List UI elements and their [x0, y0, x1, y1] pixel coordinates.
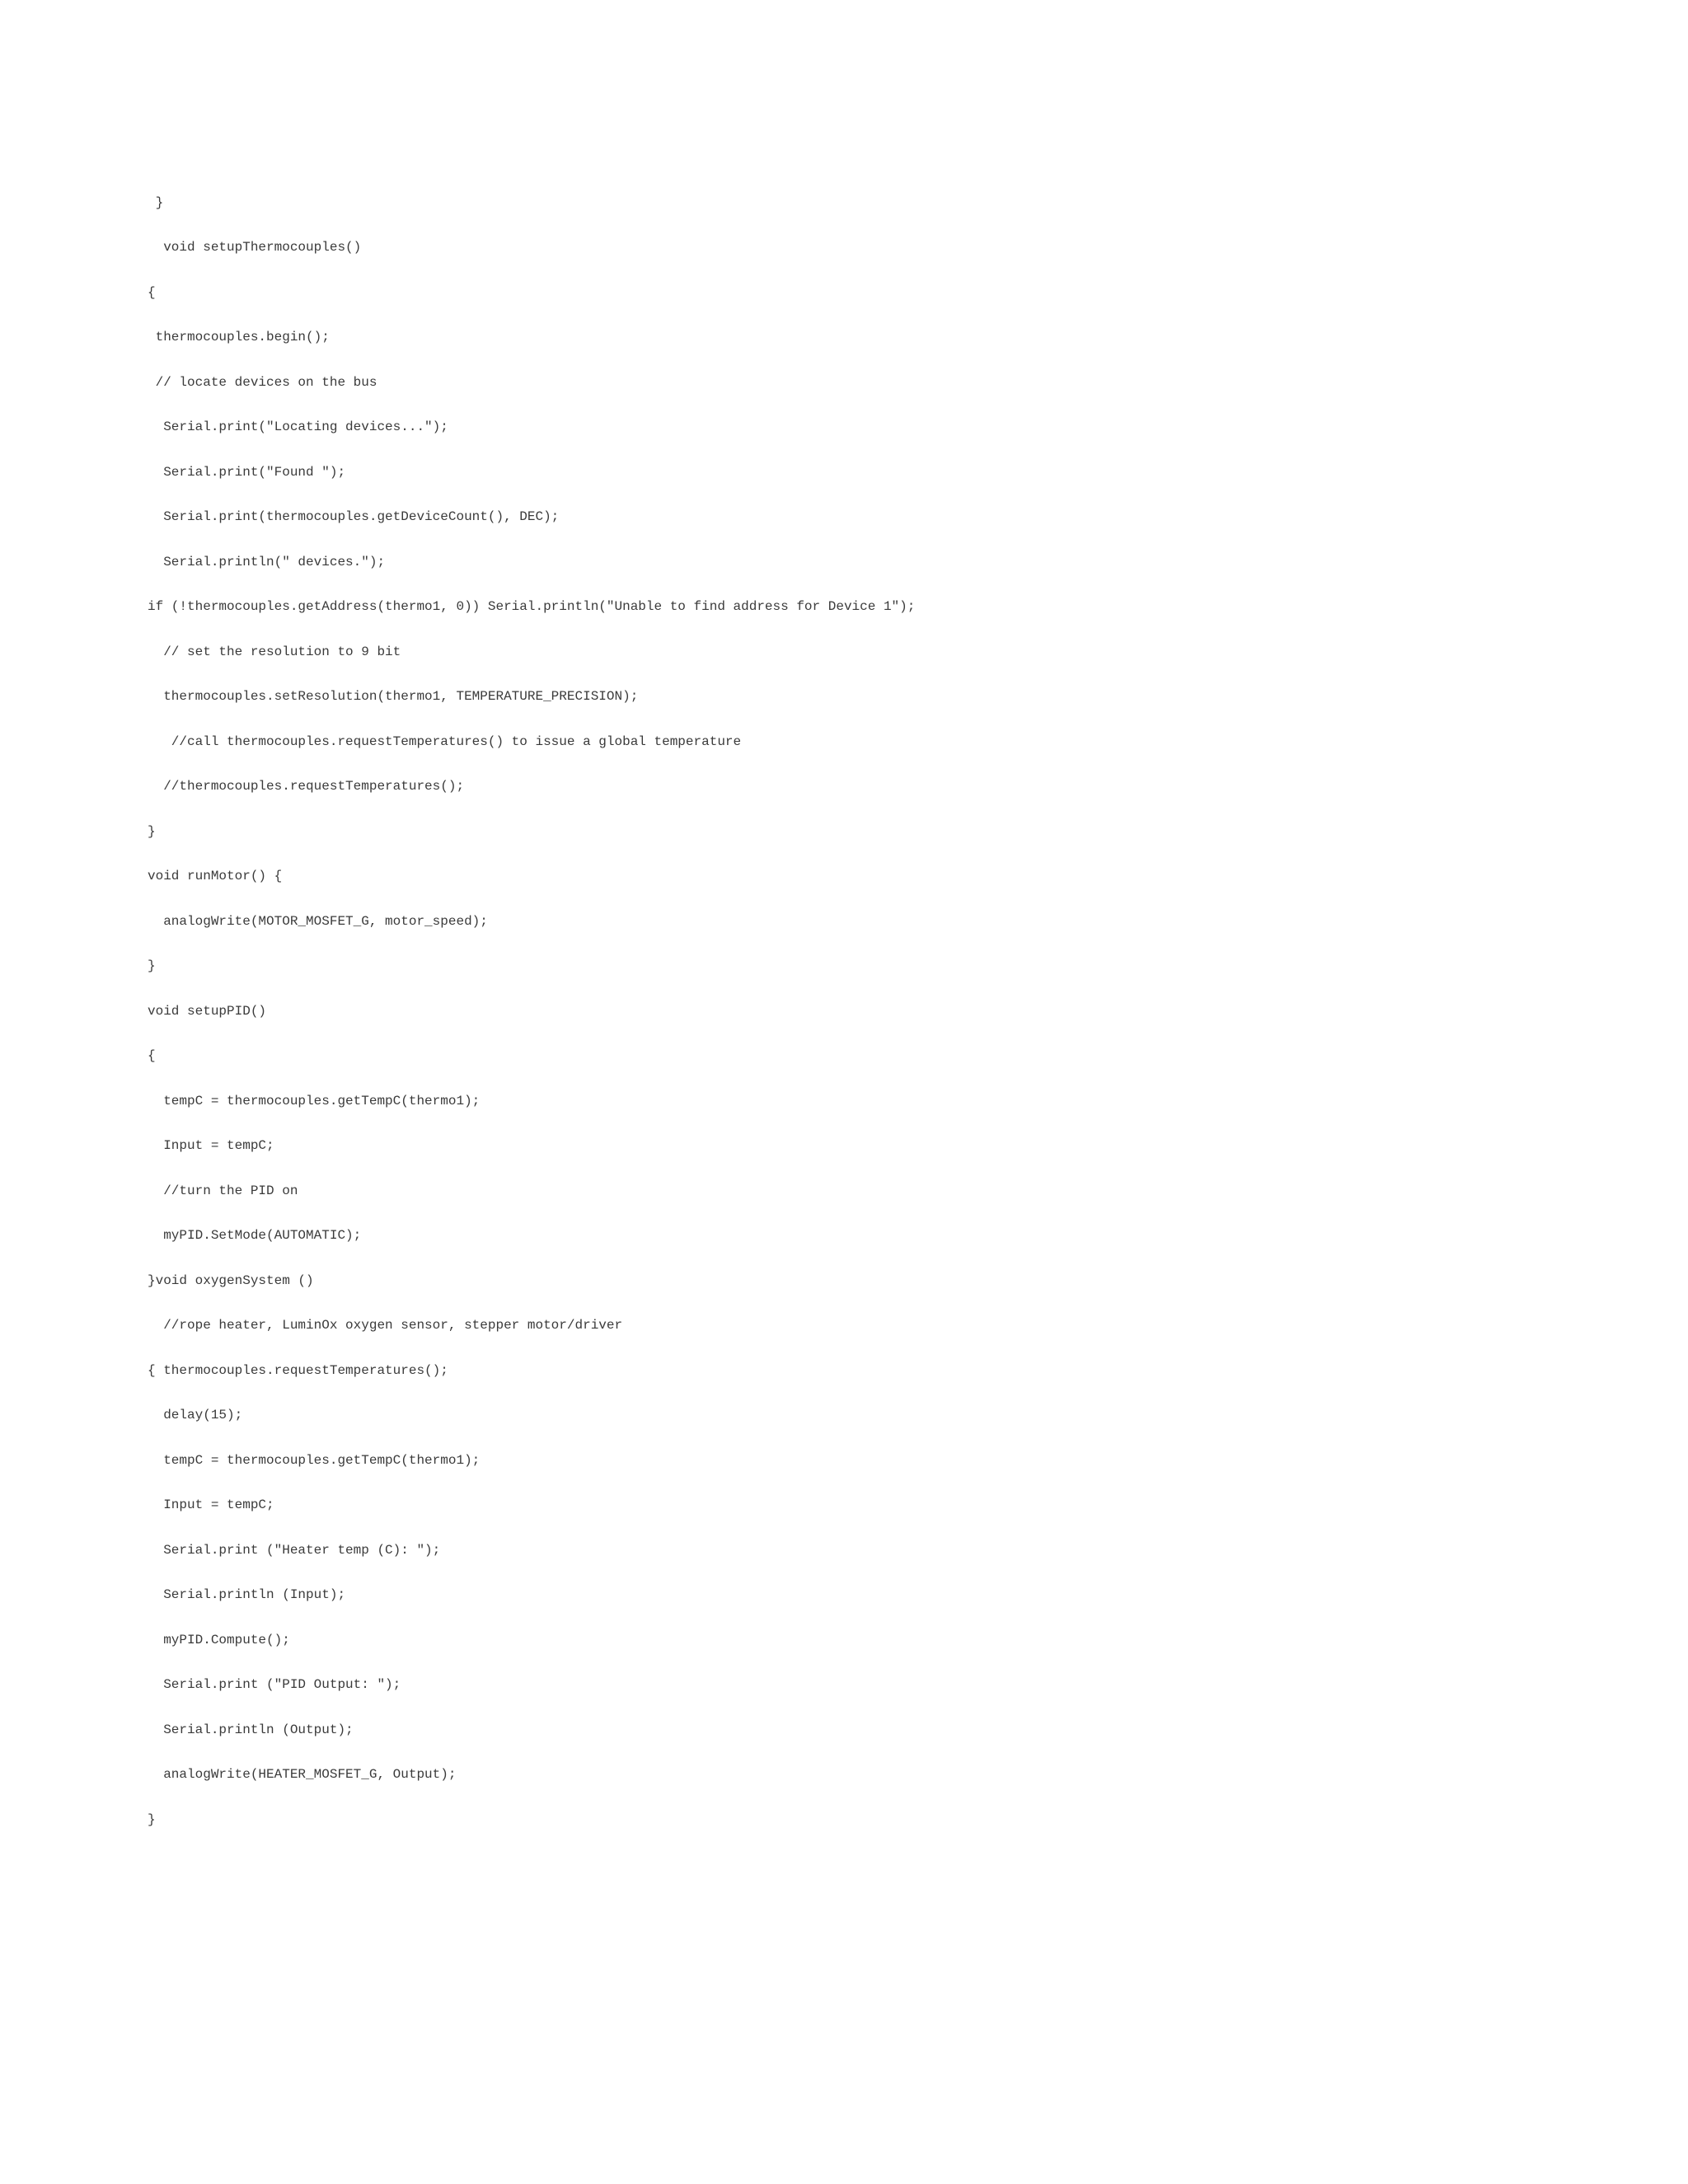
- code-line: Serial.println(" devices.");: [148, 555, 386, 569]
- code-line: }: [148, 958, 156, 973]
- code-line: myPID.Compute();: [148, 1633, 290, 1647]
- code-line: //call thermocouples.requestTemperatures() to issue a global temperature: [148, 734, 742, 749]
- code-line: {: [148, 1048, 156, 1063]
- code-line: Serial.print(thermocouples.getDeviceCount(), DEC);: [148, 509, 560, 524]
- code-line: Serial.print("Found ");: [148, 465, 346, 480]
- code-line: thermocouples.setResolution(thermo1, TEMPERATURE_PRECISION);: [148, 689, 639, 704]
- code-line: }: [148, 1812, 156, 1827]
- code-line: //turn the PID on: [148, 1183, 298, 1198]
- code-line: Input = tempC;: [148, 1497, 274, 1512]
- code-line: }void oxygenSystem (): [148, 1273, 314, 1288]
- code-line: Serial.print ("PID Output: ");: [148, 1677, 401, 1692]
- code-line: tempC = thermocouples.getTempC(thermo1);: [148, 1094, 481, 1108]
- code-line: { thermocouples.requestTemperatures();: [148, 1363, 448, 1378]
- code-line: {: [148, 285, 156, 300]
- code-line: Serial.println (Output);: [148, 1722, 354, 1737]
- code-line: void setupThermocouples(): [148, 240, 362, 255]
- code-line: analogWrite(HEATER_MOSFET_G, Output);: [148, 1767, 457, 1782]
- code-line: Serial.print("Locating devices...");: [148, 419, 448, 434]
- code-line: Serial.print ("Heater temp (C): ");: [148, 1543, 441, 1558]
- code-line: }: [148, 824, 156, 839]
- code-line: }: [148, 195, 164, 210]
- code-line: // locate devices on the bus: [148, 375, 377, 390]
- code-line: Serial.println (Input);: [148, 1587, 346, 1602]
- code-line: tempC = thermocouples.getTempC(thermo1);: [148, 1453, 481, 1468]
- code-line: void runMotor() {: [148, 869, 283, 883]
- code-line: void setupPID(): [148, 1004, 267, 1019]
- code-line: //thermocouples.requestTemperatures();: [148, 779, 465, 794]
- code-line: // set the resolution to 9 bit: [148, 644, 401, 659]
- code-line: analogWrite(MOTOR_MOSFET_G, motor_speed);: [148, 914, 488, 929]
- code-line: myPID.SetMode(AUTOMATIC);: [148, 1228, 362, 1243]
- code-line: thermocouples.begin();: [148, 330, 330, 344]
- code-line: delay(15);: [148, 1408, 243, 1422]
- code-line: if (!thermocouples.getAddress(thermo1, 0)) Serial.println("Unable to find address for Device 1");: [148, 599, 916, 614]
- code-line: //rope heater, LuminOx oxygen sensor, stepper motor/driver: [148, 1318, 623, 1333]
- code-line: Input = tempC;: [148, 1138, 274, 1153]
